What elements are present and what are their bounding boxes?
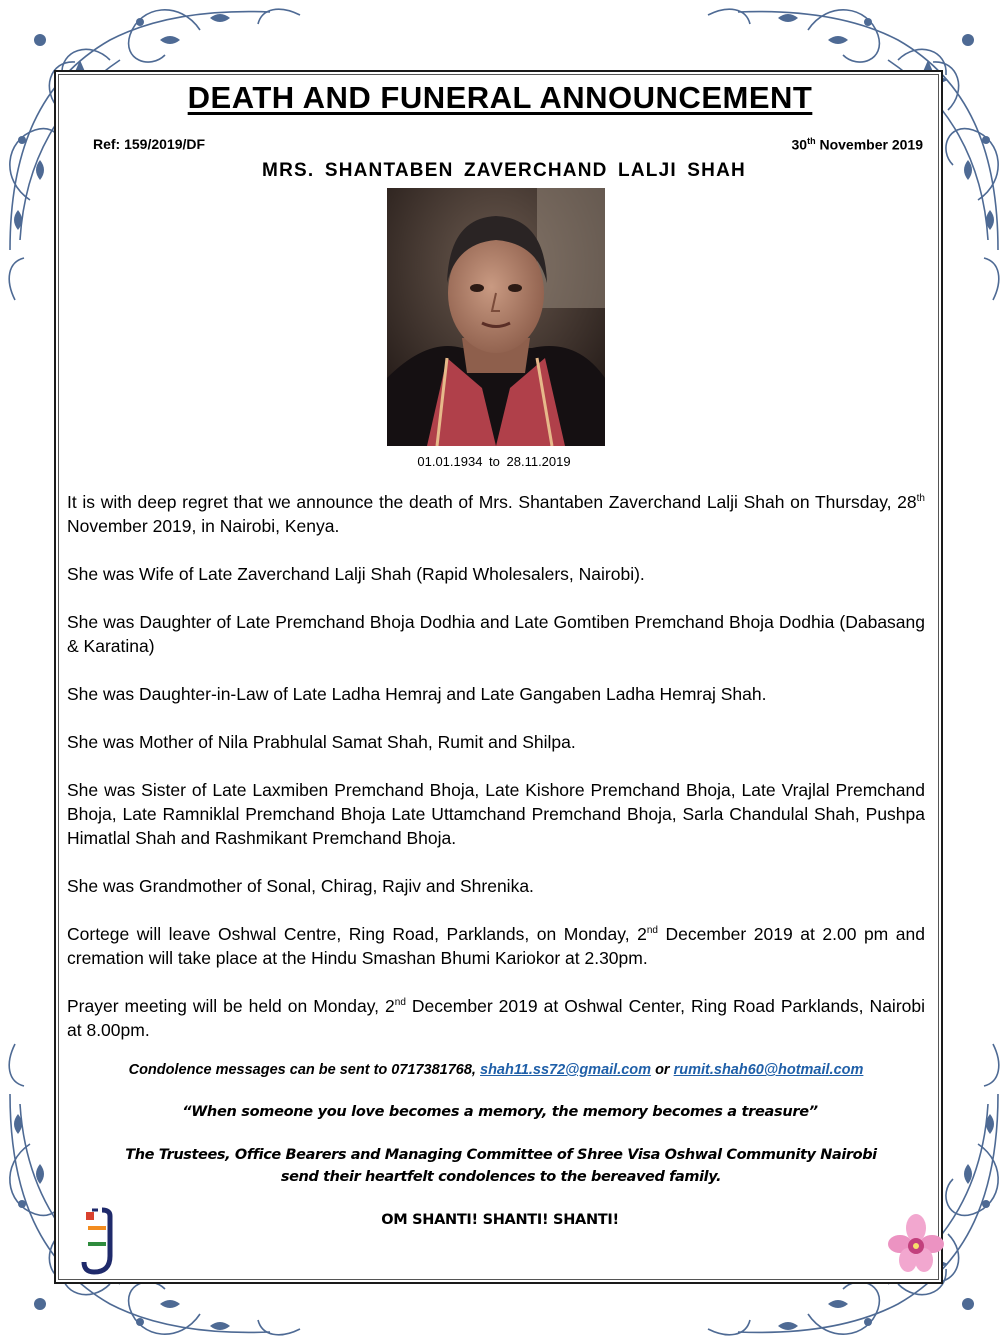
paragraph-daughter-in-law: She was Daughter-in-Law of Late Ladha Hemraj and Late Gangaben Ladha Hemraj Shah. — [67, 684, 767, 704]
reference-number: Ref: 159/2019/DF — [93, 136, 206, 152]
deceased-name: MRS. SHANTABEN ZAVERCHAND LALJI SHAH — [262, 160, 746, 181]
deceased-photo — [387, 188, 605, 446]
paragraph-daughter: She was Daughter of Late Premchand Bhoja Dodhia and Late Gomtiben Premchand Bhoja Dodhia (Dabasang & Karatina) — [67, 612, 925, 656]
trustees-condolence — [0, 1144, 1002, 1188]
oshwal-logo-icon — [80, 1206, 120, 1276]
paragraph-mother: She was Mother of Nila Prabhulal Samat Shah, Rumit and Shilpa. — [67, 732, 576, 752]
announcement-date: 30th November 2019 — [791, 136, 923, 153]
paragraph-sister: She was Sister of Late Laxmiben Premchand Bhoja, Late Kishore Premchand Bhoja, Late Vrajlal Premchand Bhoja, Late Ramniklal Premchand Bhoja Late Uttamchand Premchand Bhoja, Sarla Chandulal Shah, Pushpa Himatlal Shah and Rashmikant Premchand Bhoja. — [67, 780, 925, 848]
paragraph-prayer: Prayer meeting will be held on Monday, 2nd December 2019 at Oshwal Center, Ring Road Parklands, Nairobi at 8.00pm. — [67, 996, 925, 1040]
announcement-body — [67, 490, 925, 1066]
email-link-shah11[interactable]: shah11.ss72@gmail.com — [480, 1062, 652, 1078]
paragraph-cortege: Cortege will leave Oshwal Centre, Ring Road, Parklands, on Monday, 2nd December 2019 at 2.00 pm and cremation will take place at the Hindu Smashan Bhumi Kariokor at 2.30pm. — [67, 924, 925, 968]
portrait-image — [387, 188, 605, 446]
trustees-line-1: The Trustees, Office Bearers and Managing Committee of Shree Visa Oshwal Community Nairobi — [125, 1147, 877, 1163]
trustees-line-2: send their heartfelt condolences to the bereaved family. — [280, 1169, 722, 1185]
paragraph-wife: She was Wife of Late Zaverchand Lalji Shah (Rapid Wholesalers, Nairobi). — [67, 564, 645, 584]
paragraph-grandmother: She was Grandmother of Sonal, Chirag, Rajiv and Shrenika. — [67, 876, 534, 896]
email-link-rumit[interactable]: rumit.shah60@hotmail.com — [673, 1062, 864, 1078]
om-shanti-text: OM SHANTI! SHANTI! SHANTI! — [381, 1212, 619, 1228]
memorial-quote: “When someone you love becomes a memory, the memory becomes a treasure” — [182, 1104, 818, 1120]
pink-orchid-flower-icon — [888, 1214, 944, 1276]
condolence-line: Condolence messages can be sent to 0717381768, shah11.ss72@gmail.com or rumit.shah60@hotmail.com — [128, 1062, 864, 1078]
paragraph-death: It is with deep regret that we announce the death of Mrs. Shantaben Zaverchand Lalji Shah on Thursday, 28th November 2019, in Nairobi, Kenya. — [67, 492, 925, 536]
announcement-title: DEATH AND FUNERAL ANNOUNCEMENT — [187, 80, 813, 115]
life-dates: 01.01.1934 to 28.11.2019 — [417, 454, 571, 469]
